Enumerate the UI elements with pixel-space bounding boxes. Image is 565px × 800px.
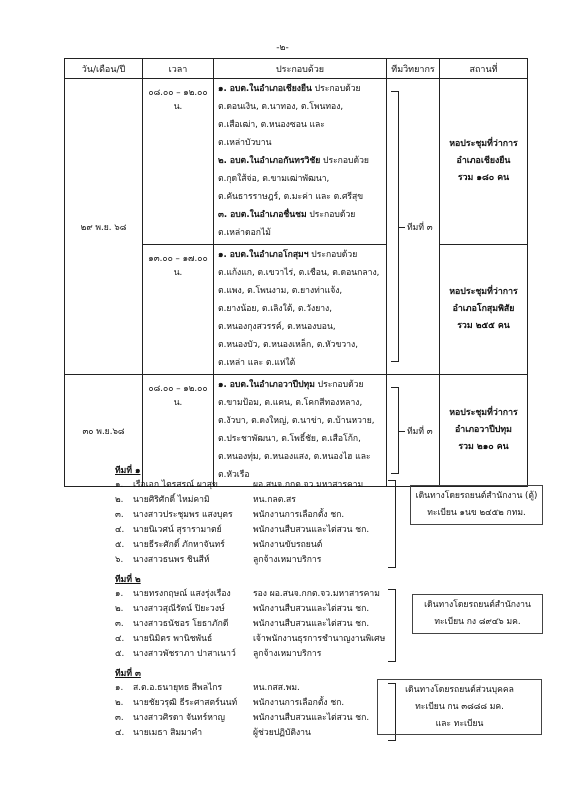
venue-cell (440, 245, 528, 375)
organization-line (218, 224, 384, 242)
organization-line (218, 354, 384, 372)
organization-text: ต.ประชาพัฒนา, ต.โพธิ์ชัย, ต.เสือโก้ก, (218, 434, 361, 444)
organization-text: ต.งัวบา, ต.ดงใหญ่, ต.นาข่า, ต.บ้านหวาย, (218, 416, 375, 426)
team-title: ทีมที่ ๒ (115, 575, 141, 585)
member-position: หน.กลต.สร (253, 495, 296, 505)
organization-text: ประกอบด้วย (314, 380, 364, 390)
transport-line: ทะเบียน กง ๘๙๔๖ มค. (434, 617, 521, 627)
member-name: นางสาวศิรดา จันทร์หาญ (133, 713, 226, 723)
member-position: พนักงานการเลือกตั้ง ชก. (253, 510, 345, 520)
organization-line (218, 80, 384, 98)
member-row (115, 632, 535, 647)
time-cell: ๐๘.๐๐ – ๑๒.๐๐ น. (143, 375, 214, 487)
venue-line: หอประชุมที่ว่าการ (449, 408, 518, 418)
member-number: ๖. (115, 555, 124, 565)
organization-text: ต.หนองกุงสวรรค์, ต.หนองบอน, (218, 322, 336, 332)
district-heading: ๑. อบต.ในอำเภอวาปีปทุม (218, 380, 315, 390)
team-label: ทีมที่ ๓ (399, 424, 433, 438)
date-cell: ๒๙ พ.ย. ๖๘ (65, 79, 143, 375)
member-name: ส.ต.อ.ธนายุทธ สีพลไกร (133, 683, 223, 693)
transport-line: เดินทางโดยรถยนต์สำนักงาน (424, 600, 531, 610)
page-number: -๒- (276, 43, 289, 53)
organization-line (218, 206, 384, 224)
organization-text: ต.เหล่าดอกไม้ (218, 228, 271, 238)
member-name: นายนิเวศน์ สุรารามาตย์ (133, 525, 222, 535)
table-row (65, 79, 528, 245)
venue-line: อำเภอโกสุมพิสัย (452, 304, 515, 314)
brace-bracket (388, 589, 396, 662)
organization-line (218, 246, 384, 264)
member-name: นายธีระศักดิ์ ภักหาจันทร์ (133, 540, 225, 550)
organization-text: ต.แพง, ต.โพนงาม, ต.ยางท่าแจ้ง, (218, 286, 343, 296)
venue-line: อำเภอเชียงยืน (456, 156, 511, 166)
organization-text: ประกอบด้วย (306, 210, 356, 220)
member-number: ๔. (115, 634, 125, 644)
organization-text: ต.เสือเฒ่า, ต.หนองซอน และ (218, 120, 325, 130)
organization-line (218, 412, 384, 430)
venue-line: รวม ๒๑๐ คน (458, 442, 509, 452)
organization-line (218, 318, 384, 336)
member-position: ลูกจ้างเหมาบริการ (253, 555, 322, 565)
organization-text: ต.เหล่า และ ต.แห่ใต้ (218, 358, 296, 368)
member-row (115, 647, 535, 662)
header-organizations: ประกอบด้วย (214, 59, 387, 79)
member-position: พนักงานการเลือกตั้ง ชก. (253, 698, 345, 708)
member-number: ๒. (115, 698, 124, 708)
member-position: พนักงานสืบสวนและไต่สวน ชก. (253, 525, 370, 535)
organization-text: ต.ขามป้อม, ต.แคน, ต.โคกสีทองหลาง, (218, 398, 363, 408)
member-number: ๒. (115, 604, 124, 614)
organization-line (218, 300, 384, 318)
team-title: ทีมที่ ๑ (115, 466, 141, 476)
venue-line: อำเภอวาปีปทุม (455, 425, 512, 435)
member-name: เรือเอก ไตรสรณ์ ผาสุข (133, 480, 218, 490)
member-position: หน.กสส.พม. (253, 683, 300, 693)
time-cell: ๐๘.๐๐ – ๑๒.๐๐ น. (143, 79, 214, 245)
date-cell: ๓๐ พ.ย.๖๘ (65, 375, 143, 487)
member-number: ๔. (115, 728, 125, 738)
transport-line: ทะเบียน ๑นข ๒๔๕๒ กทม. (427, 508, 526, 518)
member-row (115, 553, 535, 568)
member-row (115, 538, 535, 553)
member-number: ๑. (115, 683, 124, 693)
team-label: ทีมที่ ๓ (399, 220, 433, 234)
organization-line (218, 264, 384, 282)
member-number: ๕. (115, 540, 125, 550)
organization-text: ประกอบด้วย (308, 250, 358, 260)
team-group (115, 667, 535, 741)
member-number: ๑. (115, 480, 124, 490)
member-number: ๕. (115, 649, 125, 659)
organization-text: ต.คันธารราษฎร์, ต.มะค่า และ ต.ศรีสุข (218, 192, 364, 202)
organization-line (218, 188, 384, 206)
member-row (115, 523, 535, 538)
organization-line (218, 336, 384, 354)
schedule-table (64, 58, 528, 487)
member-position: รอง ผอ.สนจ.กกต.จว.มหาสารคาม (253, 589, 380, 599)
organization-text: ต.แก้งแก, ต.เขวาไร่, ต.เชือน, ต.ดอนกลาง, (218, 268, 380, 278)
venue-line: หอประชุมที่ว่าการ (449, 287, 518, 297)
transport-line: เดินทางโดยรถยนต์ส่วนบุคคล (405, 685, 514, 695)
member-number: ๒. (115, 495, 124, 505)
brace-bracket (388, 480, 396, 568)
team-cell (387, 79, 440, 375)
member-number: ๓. (115, 510, 124, 520)
team-group (115, 573, 535, 662)
organization-text: ต.หัวเรือ (218, 470, 250, 480)
member-name: นายชัยวรุฒิ ธีระศาสตร์นนท์ (133, 698, 238, 708)
transport-line: ทะเบียน กน ๓๘๘๘ มค. (415, 702, 504, 712)
organization-line (218, 116, 384, 134)
organization-line (218, 282, 384, 300)
member-position: พนักงานขับรถยนต์ (253, 540, 323, 550)
member-name: นางสาวประชุมพร แสงบุตร (133, 510, 233, 520)
organizations-cell (214, 79, 387, 245)
table-header-row (65, 59, 528, 79)
district-heading: ๒. อบต.ในอำเภอกันทรวิชัย (218, 156, 321, 166)
member-position: เจ้าพนักงานธุรการชำนาญงานพิเศษ (253, 634, 386, 644)
district-heading: ๑. อบต.ในอำเภอเชียงยืน (218, 84, 312, 94)
organization-line (218, 134, 384, 152)
transport-box (377, 679, 542, 735)
member-name: นายนิมิตร พานิชพันธ์ (133, 634, 213, 644)
organization-line (218, 170, 384, 188)
organization-line (218, 152, 384, 170)
member-position: ผอ.สนจ.กกต.จว.มหาสารคาม (253, 480, 364, 490)
member-name: นางสาวสุณีรัตน์ ปิยะวงษ์ (133, 604, 225, 614)
header-time: เวลา (143, 59, 214, 79)
member-name: นายทรงกฤษณ์ แสงรุ่งเรือง (133, 589, 231, 599)
member-name: นางสาวธนัชอร โยธาภักดี (133, 619, 229, 629)
organization-line (218, 376, 384, 394)
member-name: นายเมธา สิมมาคำ (133, 728, 203, 738)
organization-text: ต.หนองบัว, ต.หนองเหล็ก, ต.หัวขวาง, (218, 340, 358, 350)
member-position: พนักงานสืบสวนและไต่สวน ชก. (253, 604, 370, 614)
member-name: นายศิริศักดิ์ ไหม่คามิ (133, 495, 210, 505)
organization-text: ต.หนองทุ่ม, ต.หนองแสง, ต.หนองไฮ และ (218, 452, 371, 462)
organizations-cell (214, 245, 387, 375)
member-position: พนักงานสืบสวนและไต่สวน ชก. (253, 713, 370, 723)
member-position: ลูกจ้างเหมาบริการ (253, 649, 322, 659)
organization-line (218, 98, 384, 116)
venue-line: หอประชุมที่ว่าการ (449, 139, 518, 149)
member-position: พนักงานสืบสวนและไต่สวน ชก. (253, 619, 370, 629)
district-heading: ๓. อบต.ในอำเภอชื่นชม (218, 210, 307, 220)
header-venue: สถานที่ (440, 59, 528, 79)
header-speaker-team: ทีมวิทยากร (387, 59, 440, 79)
organization-text: ต.กุดใส้จ่อ, ต.ขามเฒ่าพัฒนา, (218, 174, 330, 184)
organization-text: ต.ดอนเงิน, ต.นาทอง, ต.โพนทอง, (218, 102, 344, 112)
team-group (115, 464, 538, 568)
organization-text: ประกอบด้วย (320, 156, 369, 166)
transport-box (410, 485, 543, 525)
district-heading: ๑. อบต.ในอำเภอโกสุมฯ (218, 250, 309, 260)
organization-text: ต.เหล่าบัวบาน (218, 138, 272, 148)
time-cell: ๑๓.๐๐ – ๑๗.๐๐ น. (143, 245, 214, 375)
venue-cell (440, 79, 528, 245)
member-number: ๓. (115, 713, 124, 723)
organization-text: ต.ยางน้อย, ต.เลิงใต้, ต.วังยาง, (218, 304, 332, 314)
transport-line: เดินทางโดยรถยนต์สำนักงาน (ตู้) (415, 491, 538, 501)
organization-text: ประกอบด้วย (311, 84, 361, 94)
organization-line (218, 430, 384, 448)
team-title: ทีมที่ ๓ (115, 669, 141, 679)
member-name: นางสาวพัชราภา ปาสาเนาว์ (133, 649, 236, 659)
member-number: ๔. (115, 525, 125, 535)
member-number: ๑. (115, 589, 124, 599)
transport-box (412, 594, 543, 634)
member-name: นางสาวธนพร ชินสีห์ (133, 555, 210, 565)
venue-line: รวม ๒๕๕ คน (457, 321, 510, 331)
organization-line (218, 394, 384, 412)
transport-line: และ ทะเบียน (435, 719, 484, 729)
venue-line: รวม ๑๘๐ คน (457, 173, 510, 183)
member-number: ๓. (115, 619, 124, 629)
header-date: วัน/เดือน/ปี (65, 59, 143, 79)
member-position: ผู้ช่วยปฏิบัติงาน (253, 728, 311, 738)
